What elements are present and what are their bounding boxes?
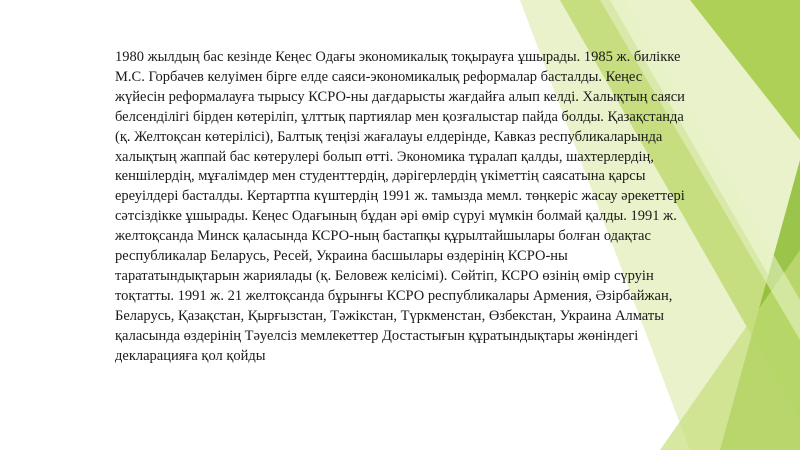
body-text: 1980 жылдың бас кезінде Кеңес Одағы экономикалық тоқырауға ұшырады. 1985 ж. билікке М.С. Горбачев келуімен бірге елде саяси-экономикалық реформалар басталды. Кеңес жүйесін реформалауға тырысу КСРО-ны дағдарысты жағдайға алып келді. Халықтың саяси белсенділігі бірден көтеріліп, ұлттық партиялар мен қозғалыстар пайда болды. Қазақстанда (қ. Желтоқсан көтерілісі), Балтық теңізі жағалауы елдерінде, Кавказ республикаларында халықтың жаппай бас көтерулері болып өтті. Экономика тұралап қалды, шахтерлердің, кеншілердің, мұғалімдер мен студенттердің, дәрігерлердің үкіметтің саясатына қарсы ереуілдері басталды. Кертартпа күштердің 1991 ж. тамызда мемл. төңкеріс жасау әрекеттері сәтсіздікке ұшырады. Кеңес Одағының бұдан әрі өмір сүруі мүмкін болмай қалды. 1991 ж. желтоқсанда Минск қаласында КСРО-ның бастапқы құрылтайшылары болған одақтас республикалар Беларусь, Ресей, Украина басшылары өздерінің КСРО-ны тарататындықтарын жариялады (қ. Беловеж келісімі). Сөйтіп, КСРО өзінің өмір сүруін тоқтатты. 1991 ж. 21 желтоқсанда бұрынғы КСРО республикалары Армения, Әзірбайжан, Беларусь, Қазақстан, Қырғызстан, Тәжікстан, Түркменстан, Өзбекстан, Украина Алматы қаласында өздерінің Тәуелсіз мемлекеттер Достастығын құратындықтары жөніндегі декларацияға қол қойды [115,49,685,364]
